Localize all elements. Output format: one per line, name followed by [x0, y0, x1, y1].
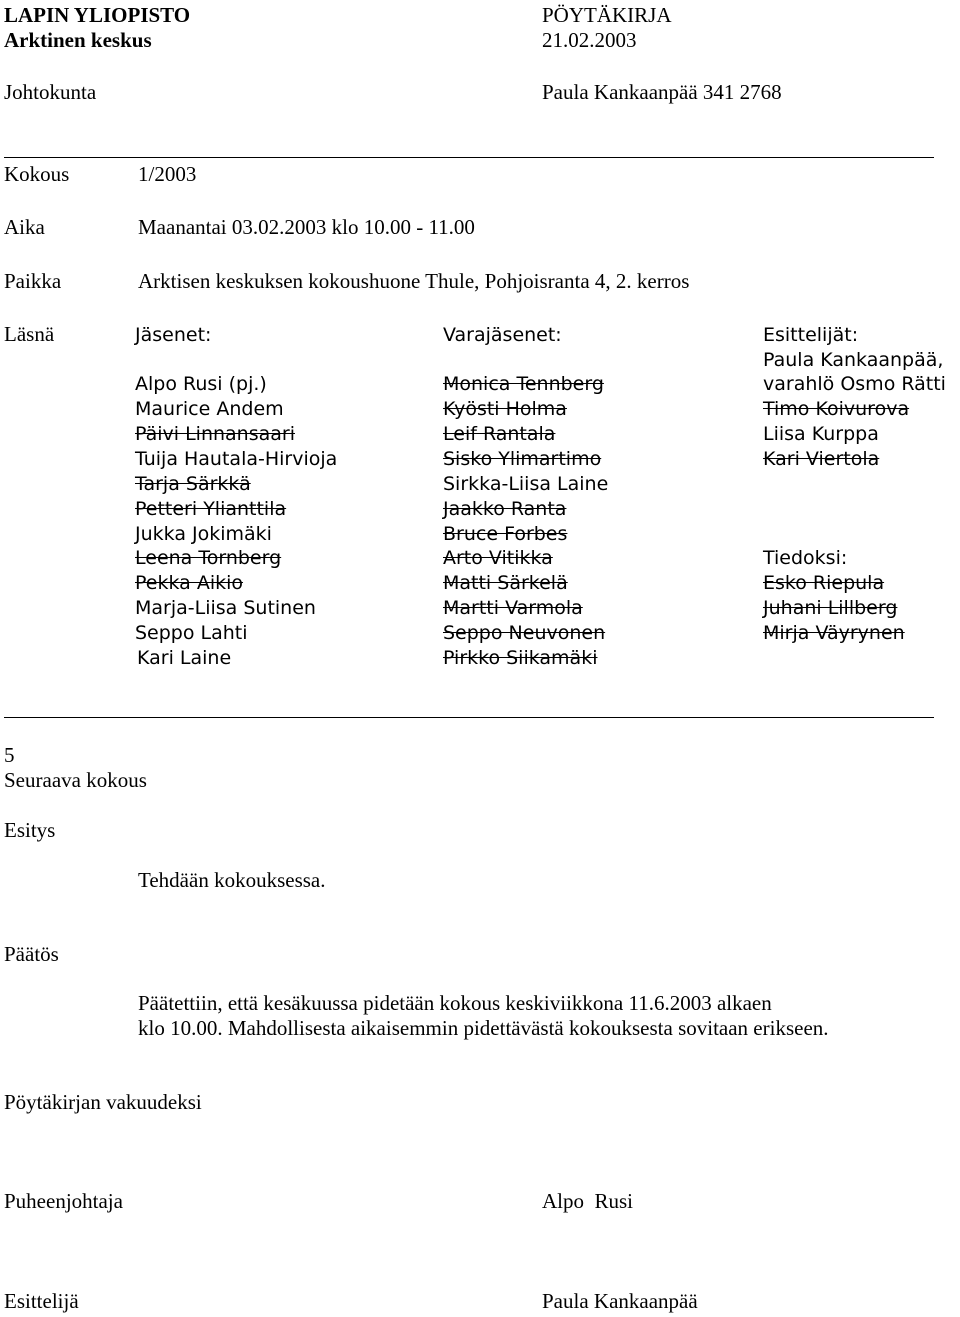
unit-name: Arktinen keskus [4, 28, 152, 52]
board-name: Johtokunta [4, 80, 97, 104]
aika-value: Maanantai 03.02.2003 klo 10.00 - 11.00 [138, 215, 475, 239]
kokous-value: 1/2003 [138, 162, 197, 186]
deputy-name: Pirkko Siikamäki [443, 647, 598, 669]
presenter-name: Kari Viertola [763, 448, 880, 470]
divider-top [4, 157, 934, 158]
presenter-name: Liisa Kurppa [763, 423, 879, 445]
members-heading: Jäsenet: [135, 324, 212, 346]
presenter-label: Esittelijä [4, 1289, 79, 1313]
info-heading: Tiedoksi: [763, 547, 848, 569]
deputy-name: Martti Varmola [443, 597, 583, 619]
member-name: Pekka Aikio [135, 572, 244, 594]
member-name: Leena Tornberg [135, 547, 282, 569]
info-recipient-name: Esko Riepula [763, 572, 885, 594]
info-recipient-name: Juhani Lillberg [763, 597, 898, 619]
presenter-name: Paula Kankaanpää, [763, 349, 944, 371]
member-name: Marja-Liisa Sutinen [135, 597, 316, 619]
deputy-name: Jaakko Ranta [443, 498, 567, 520]
lasna-label: Läsnä [4, 322, 55, 346]
document-type: PÖYTÄKIRJA [542, 3, 672, 27]
member-name: Seppo Lahti [135, 622, 248, 644]
deputy-name: Leif Rantala [443, 423, 556, 445]
paatos-label: Päätös [4, 942, 59, 966]
kokous-label: Kokous [4, 162, 70, 186]
contact-person: Paula Kankaanpää 341 2768 [542, 80, 782, 104]
deputy-name: Kyösti Holma [443, 398, 567, 420]
member-name: Jukka Jokimäki [135, 523, 272, 545]
item-number: 5 [4, 743, 15, 767]
paikka-label: Paikka [4, 269, 62, 293]
deputy-name: Arto Vitikka [443, 547, 553, 569]
deputy-name: Seppo Neuvonen [443, 622, 606, 644]
document-date: 21.02.2003 [542, 28, 637, 52]
deputy-name: Matti Särkelä [443, 572, 568, 594]
deputy-name: Monica Tennberg [443, 373, 604, 395]
paatos-text-line2: klo 10.00. Mahdollisesta aikaisemmin pidettävästä kokouksesta sovitaan erikseen. [138, 1016, 829, 1040]
signatures-heading: Pöytäkirjan vakuudeksi [4, 1090, 202, 1114]
info-recipient-name: Mirja Väyrynen [763, 622, 905, 644]
member-name: Kari Laine [137, 647, 232, 669]
presenter-signature-name: Paula Kankaanpää [542, 1289, 698, 1313]
member-name: Maurice Andem [135, 398, 284, 420]
aika-label: Aika [4, 215, 45, 239]
deputy-name: Sisko Ylimartimo [443, 448, 602, 470]
esitys-label: Esitys [4, 818, 56, 842]
divider-middle [4, 717, 934, 718]
paatos-text-line1: Päätettiin, että kesäkuussa pidetään kokous keskiviikkona 11.6.2003 alkaen [138, 991, 772, 1015]
organization-name: LAPIN YLIOPISTO [4, 3, 191, 27]
chair-name: Alpo Rusi [542, 1189, 634, 1213]
paikka-value: Arktisen keskuksen kokoushuone Thule, Pohjoisranta 4, 2. kerros [138, 269, 690, 293]
member-name: Päivi Linnansaari [135, 423, 295, 445]
deputies-heading: Varajäsenet: [443, 324, 562, 346]
presenter-name: Timo Koivurova [763, 398, 910, 420]
member-name: Tarja Särkkä [135, 473, 251, 495]
presenters-heading: Esittelijät: [763, 324, 859, 346]
chair-label: Puheenjohtaja [4, 1189, 123, 1213]
deputy-name: Bruce Forbes [443, 523, 568, 545]
member-name: Alpo Rusi (pj.) [135, 373, 267, 395]
esitys-text: Tehdään kokouksessa. [138, 868, 326, 892]
member-name: Tuija Hautala-Hirvioja [135, 448, 338, 470]
member-name: Petteri Ylianttila [135, 498, 287, 520]
presenter-name: varahlö Osmo Rätti [763, 373, 946, 395]
deputy-name: Sirkka-Liisa Laine [443, 473, 609, 495]
item-title: Seuraava kokous [4, 768, 147, 792]
